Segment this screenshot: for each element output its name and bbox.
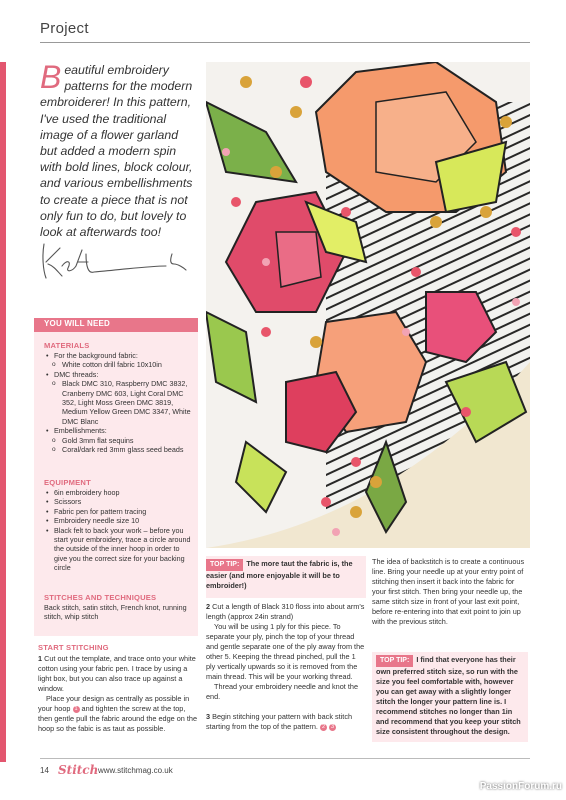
materials-heading: MATERIALS [44,341,90,350]
signature-image [38,236,198,282]
magazine-logo: Stitch [58,763,99,777]
equipment-list [44,488,194,573]
top-tip-1: TOP TIP: The more taut the fabric is, the easier (and more enjoyable it will be to embroider!) [206,556,366,598]
step-circle: 1 [74,705,78,712]
list-item: • Black felt to back your work – before you start your embroidery, trace a circle around the outside of the inner hoop in order to give you the correct size for your backing circle [44,526,194,573]
list-item: • For the background fabric: [44,351,196,360]
you-will-need-heading: YOU WILL NEED [34,318,198,332]
list-item: o White cotton drill fabric 10x10in [44,360,196,369]
list-item: • 6in embroidery hoop [44,488,194,497]
list-item: • DMC threads: [44,370,196,379]
website-url[interactable]: www.stitchmag.co.uk [98,766,173,775]
list-item: o Gold 3mm flat sequins [44,436,196,445]
stitches-heading: STITCHES AND TECHNIQUES [44,593,157,602]
footer-rule [40,758,530,759]
stitches-text: Back stitch, satin stitch, French knot, running stitch, whip stitch [44,603,187,622]
intro-paragraph [40,59,198,240]
column-2-text: 2 Cut a length of Black 310 floss into about arm's length (approx 24in strand) You will be using 1 ply for this piece. To separate your ply, pinch the top of your thread and gentle separate one of the ply away from the other 5. Keeping the thread pinched, pull the 1 ply vertically upwards so it is removed from the main thread. This will be your working thread. Thread your embroidery needle and knot the end. 3 Begin stitching your pattern with back stitch starting from the top of the pattern. 2 3 [206,602,365,731]
drop-cap: B [40,59,62,95]
side-accent-bar [0,62,6,762]
page-number: 14 [40,766,49,775]
materials-list [44,351,196,454]
embroidery-photo [206,62,530,548]
step-circle: 3 [330,723,335,730]
equipment-heading: EQUIPMENT [44,478,91,487]
list-item: o Black DMC 310, Raspberry DMC 3832, Cranberry DMC 603, Light Coral DMC 352, Light Moss Green DMC 3819, Medium Yellow Green DMC 3347, White DMC Blanc [44,379,196,426]
watermark: PassionForum.ru [479,781,562,792]
intro-text: eautiful embroidery patterns for the modern embroiderer! In this pattern, I've used the traditional image of a flower garland but added a modern spin with bold lines, block colour, and various embellishments to create a piece that is not only fun to do, but lovely to look at afterwards too! [40,63,193,240]
header-rule [40,42,530,43]
start-stitching-heading: START STITCHING [38,643,109,652]
top-tip-label: TOP TIP: [206,559,243,571]
list-item: • Scissors [44,497,194,506]
top-tip-2: TOP TIP: I find that everyone has their own preferred stitch size, so run with the size you feel comfortable with, however you can get away with a slightly longer stitch the longer your pattern line is. I recommend stitches no longer than 1in and recommend that you keep your stitch size consistent throughout the design. [372,652,528,742]
column-3-text: The idea of backstitch is to create a continuous line. Bring your needle up at your entry point of stitching then insert it back into the fabric for your first stitch. Then bring your needle up, the same stitch size in front of your last exit point, before re-entering into that exit point to join up with the previous stitch. [372,557,525,626]
list-item: • Embroidery needle size 10 [44,516,194,525]
section-title: Project [40,20,89,37]
list-item: • Embellishments: [44,426,196,435]
top-tip-label: TOP TIP: [376,655,413,667]
list-item: o Coral/dark red 3mm glass seed beads [44,445,196,454]
start-stitching-text: 1 Cut out the template, and trace onto your white cotton using your fabric pen. I trace by using a light box, but you can also trace up against a window. Place your design as centrally as possible in your hoop 1 and tighten the screw at the top, then gentle pull the fabric around the edge on the hoop so the fabic is as taut as possible. [38,654,198,733]
list-item: • Fabric pen for pattern tracing [44,507,194,516]
step-circle: 2 [321,723,326,730]
